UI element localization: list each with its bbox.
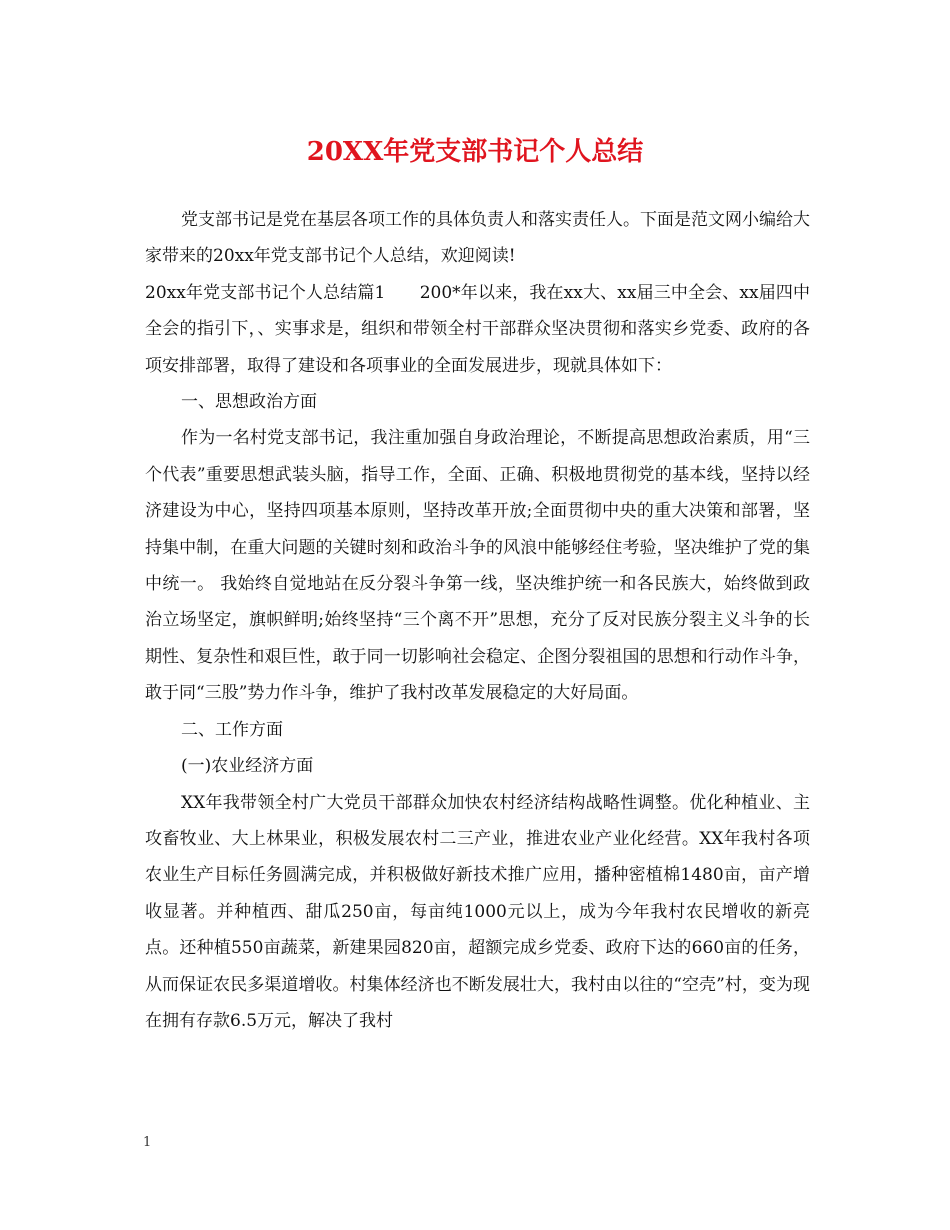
document-body [145,202,810,1039]
heading-work: 二、工作方面 [181,719,283,740]
page-number: 1 [143,1135,152,1150]
political-paragraph: 作为一名村党支部书记，我注重加强自身政治理论，不断提高思想政治素质，用“三个代表”重要思想武装头脑，指导工作，全面、正确、积极地贯彻党的基本线，坚持以经济建设为中心，坚持四项基本原则，坚持改革开放;全面贯彻中央的重大决策和部署，坚持集中制，在重大问题的关键时刻和政治斗争的风浪中能够经住考验，坚决维护了党的集中统一。 我始终自觉地站在反分裂斗争第一线，坚决维护统一和各民族大，始终做到政治立场坚定，旗帜鲜明;始终坚持“三个离不开”思想，充分了反对民族分裂主义斗争的长期性、复杂性和艰巨性，敢于同一切影响社会稳定、企图分裂祖国的思想和行动作斗争，敢于同“三股”势力作斗争，维护了我村改革发展稳定的大好局面。 [145,428,810,704]
agriculture-paragraph: XX年我带领全村广大党员干部群众加快农村经济结构战略性调整。优化种植业、主攻畜牧业、大上林果业，积极发展农村二三产业，推进农业产业化经营。XX年我村各项农业生产目标任务圆满完成，并积极做好新技术推广应用，播种密植棉1480亩，亩产增收显著。并种植西、甜瓜250亩，每亩纯1000元以上，成为今年我村农民增收的新亮点。还种植550亩蔬菜，新建果园820亩，超额完成乡党委、政府下达的660亩的任务，从而保证农民多渠道增收。村集体经济也不断发展壮大，我村由以往的“空壳”村，变为现在拥有存款6.5万元，解决了我村 [145,792,810,1031]
document-title: 20XX年党支部书记个人总结 [306,137,644,167]
intro-paragraph: 党支部书记是党在基层各项工作的具体负责人和落实责任人。下面是范文网小编给大家带来的20xx年党支部书记个人总结，欢迎阅读! [145,210,810,267]
section-intro-paragraph: 20xx年党支部书记个人总结篇1 200*年以来，我在xx大、xx届三中全会、xx届四中全会的指引下，、实事求是，组织和带领全村干部群众坚决贯彻和落实乡党委、政府的各项安排部署，取得了建设和各项事业的全面发展进步，现就具体如下： [145,282,810,376]
heading-political: 一、思想政治方面 [181,392,317,413]
subheading-agriculture: (一)农业经济方面 [181,756,314,777]
